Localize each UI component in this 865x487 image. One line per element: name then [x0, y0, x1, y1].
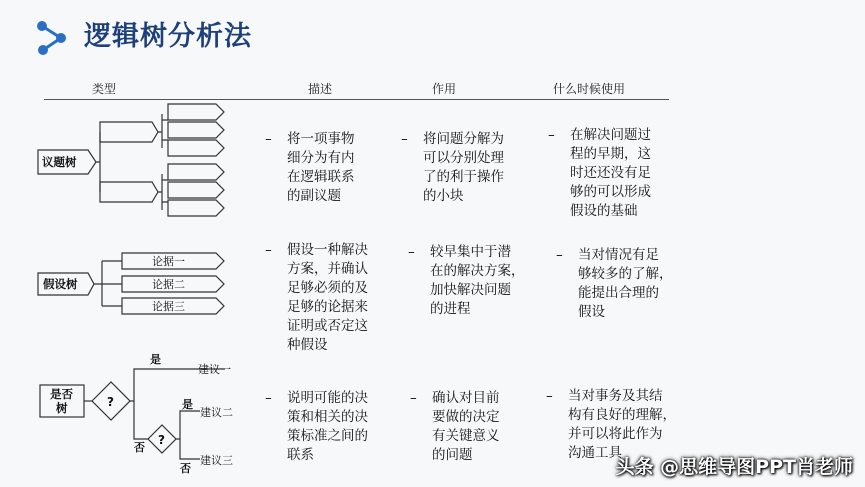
yes-no-tree-diagram [30, 345, 250, 475]
suggestion-2: 建议二 [200, 406, 233, 419]
row2-effect: – 较早集中于潜 在的解决方案， 加快解决问题 的进程 [408, 244, 525, 317]
bullet: – [265, 131, 272, 147]
yes-label-1: 是 [150, 353, 161, 366]
page-title: 逻辑树分析法 [84, 21, 252, 52]
question-mark-2: ? [158, 433, 165, 447]
branch-label-2: 论据二 [152, 278, 185, 291]
header-type: 类型 [92, 82, 117, 96]
watermark: 头条 @思维导图PPT肖老师 [615, 456, 853, 478]
bullet: – [401, 131, 408, 147]
bullet: – [556, 247, 563, 263]
row2-when: – 当对情况有足 够较多的了解， 能提出合理的 假设 [556, 247, 673, 320]
yes-label-2: 是 [182, 398, 193, 411]
issue-tree-diagram [30, 100, 230, 230]
hypothesis-tree-label: 假设树 [43, 277, 78, 291]
hypothesis-tree-diagram [30, 245, 230, 320]
branch-label-1: 论据一 [152, 255, 185, 268]
yes-no-tree-label-2: 树 [56, 401, 68, 415]
row1-description: – 将一项事物 细分为有内 在逻辑联系 的副议题 [265, 131, 355, 204]
row3-when: – 当对事务及其结 构有良好的理解， 并可以将此作为 沟通工具 [546, 388, 676, 461]
row3-description: – 说明可能的决 策和相关的决 策标准之间的 联系 [265, 390, 368, 463]
header-description: 描述 [308, 82, 333, 96]
issue-tree-label: 议题树 [42, 155, 77, 169]
row2-description: – 假设一种解决 方案，并确认 足够必须的及 足够的论据来 证明或否定这 种假设 [265, 242, 368, 353]
yes-no-tree-label-1: 是否 [50, 387, 73, 401]
header-effect: 作用 [432, 82, 457, 96]
bullet: – [265, 390, 272, 406]
row1-effect: – 将问题分解为 可以分别处理 了的利于操作 的小块 [401, 131, 504, 204]
header-when: 什么时候使用 [553, 82, 626, 96]
row1-when: – 在解决问题过 程的早期，这 时还还没有足 够的可以形成 假设的基础 [548, 127, 651, 219]
bullet: – [410, 390, 417, 406]
question-mark-1: ? [107, 395, 114, 409]
bullet: – [546, 388, 553, 404]
bullet: – [408, 244, 415, 260]
bullet: – [265, 242, 272, 258]
row3-effect: – 确认对目前 要做的决定 有关键意义 的问题 [410, 390, 500, 463]
bullet: – [548, 127, 555, 143]
logo-icon [34, 18, 68, 56]
suggestion-1: 建议一 [198, 363, 231, 376]
suggestion-3: 建议三 [200, 454, 233, 467]
no-label-1: 否 [134, 441, 145, 454]
branch-label-3: 论据三 [152, 300, 185, 313]
no-label-2: 否 [180, 462, 191, 475]
